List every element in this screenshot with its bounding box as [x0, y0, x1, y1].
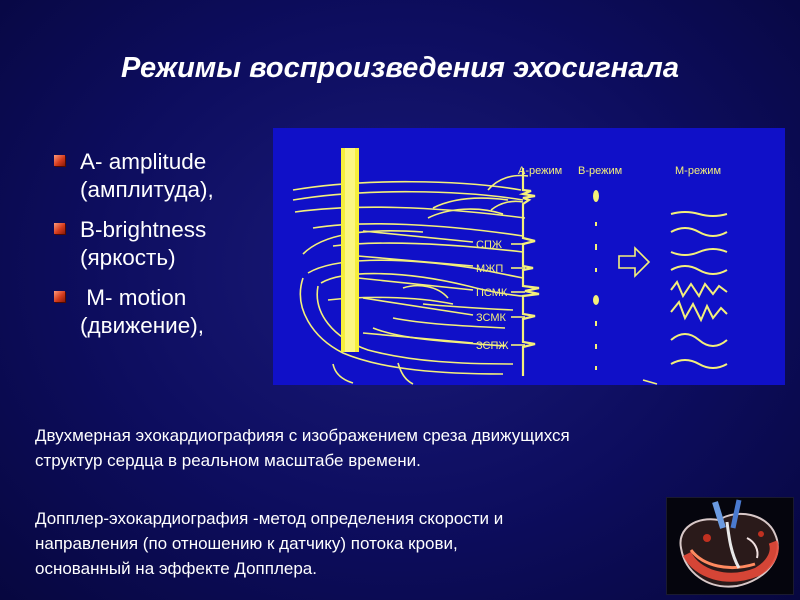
- bullet-item-motion: [48, 284, 278, 340]
- heart-icon: [667, 498, 793, 594]
- bullet-item-amplitude: [48, 148, 278, 204]
- paragraph2-line2: направления (по отношению к датчику) потока крови,: [35, 534, 458, 553]
- label-zsmk: ЗСМК: [476, 312, 506, 324]
- b-mode-dots: [593, 190, 599, 370]
- paragraph2-line1: Допплер-эхокардиография -метод определения скорости и: [35, 509, 504, 528]
- paragraph1-line2: структур сердца в реальном масштабе времени.: [35, 451, 421, 470]
- bullet-marker-icon: [54, 223, 65, 234]
- bullet-item-brightness: [48, 216, 278, 272]
- echo-modes-svg: [273, 128, 785, 385]
- bullet-marker-icon: [54, 291, 65, 302]
- right-arrow-icon: [619, 248, 649, 276]
- bullet-marker-icon: [54, 155, 65, 166]
- paragraph2-line3: основанный на эффекте Допплера.: [35, 559, 317, 578]
- header-a-mode: А-режим: [518, 165, 563, 177]
- echo-modes-diagram: [273, 128, 785, 385]
- bullet-line2: (движение),: [80, 313, 204, 338]
- bullet-line1: А- amplitude: [80, 149, 207, 174]
- a-mode-trace: [523, 168, 539, 376]
- header-m-mode: М-режим: [675, 165, 722, 177]
- m-mode-traces: [671, 212, 727, 368]
- heart-doppler-image: [666, 497, 794, 595]
- paragraph1-line1: Двухмерная эхокардиографияя с изображением среза движущихся: [35, 426, 570, 445]
- header-b-mode: В-режим: [578, 165, 623, 177]
- bullet-line2: (яркость): [80, 245, 176, 270]
- paragraph-doppler: [35, 506, 660, 581]
- bullet-line1: M- motion: [80, 285, 187, 310]
- bullet-list: [48, 148, 278, 352]
- label-zspzh: ЗСПЖ: [476, 340, 509, 352]
- bullet-line2: (амплитуда),: [80, 177, 214, 202]
- slide-title: Режимы воспроизведения эхосигнала: [121, 52, 679, 84]
- label-spzh: СПЖ: [476, 239, 503, 251]
- paragraph-2d-echo: [35, 423, 755, 473]
- label-psmk: ПСМК: [476, 287, 508, 299]
- label-mzhp: МЖП: [476, 263, 504, 275]
- bullet-line1: B-brightness: [80, 217, 207, 242]
